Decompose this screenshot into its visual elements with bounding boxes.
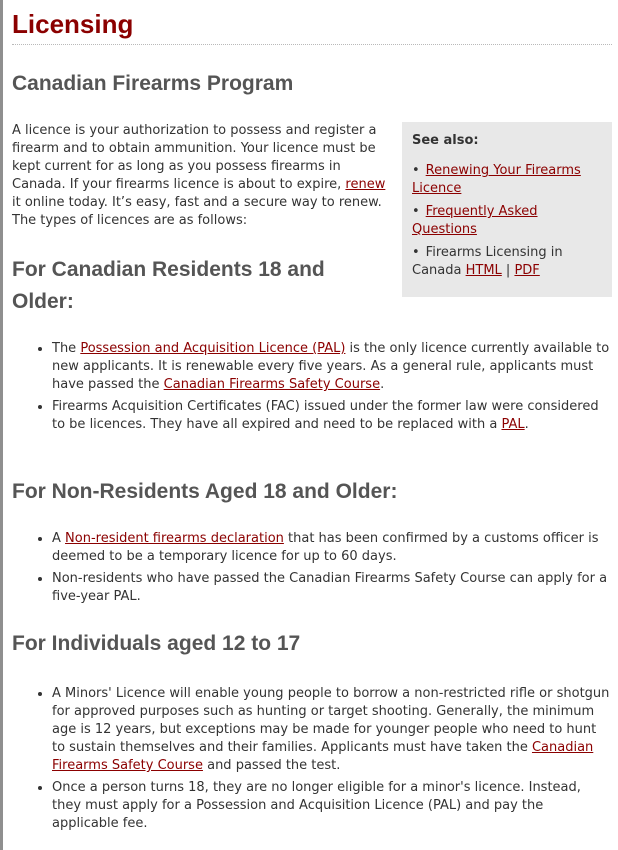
- item-text: .: [380, 377, 385, 392]
- renew-link[interactable]: renew: [345, 177, 386, 192]
- non-resident-declaration-link[interactable]: Non-resident firearms declaration: [65, 531, 284, 546]
- bullet-icon: •: [412, 204, 420, 219]
- see-also-item: [412, 203, 602, 239]
- pdf-link[interactable]: PDF: [514, 263, 540, 278]
- intro-text-1: A licence is your authorization to possess and register a firearm and to obtain ammunition. Your licence must be kept current for as long as you possess firearms in Canada. If your firearms licence is about to expire,: [12, 123, 377, 192]
- non-residents-heading: For Non-Residents Aged 18 and Older:: [12, 480, 398, 503]
- list-item: [52, 398, 612, 434]
- intro-paragraph: [12, 122, 394, 230]
- item-text: A Minors' Licence will enable young people to borrow a non-restricted rifle or shotgun for approved purposes such as hunting or target shooting. Generally, the minimum age is 12 years, but exceptions may be made for younger people who need to hunt to sustain themselves and their families. Applicants must have taken the: [52, 686, 610, 755]
- item-text: The: [52, 341, 81, 356]
- see-also-list: [412, 162, 602, 280]
- see-also-item: [412, 244, 602, 280]
- safety-course-link[interactable]: Canadian Firearms Safety Course: [52, 740, 594, 773]
- minors-list: [12, 685, 612, 837]
- item-text: A: [52, 531, 66, 546]
- list-item: [52, 685, 612, 775]
- link-separator: |: [501, 263, 515, 278]
- list-item: • Once a person turns 18, they are no longer eligible for a minor's licence. Instead, they must apply for a Possession and Acquisition Licence (PAL) and pay the applicable fee.: [52, 779, 612, 833]
- bullet-icon: •: [412, 245, 420, 260]
- see-also-item: [412, 162, 602, 198]
- minors-heading: For Individuals aged 12 to 17: [12, 632, 301, 655]
- pal-link[interactable]: Possession and Acquisition Licence (PAL): [80, 341, 346, 356]
- title-divider: [12, 44, 612, 45]
- list-item: • Non-residents who have passed the Canadian Firearms Safety Course can apply for a five-year PAL.: [52, 570, 612, 606]
- page-title: Licensing: [12, 9, 134, 39]
- item-text: is the only licence currently available to new applicants. It is renewable every five years. As a general rule, applicants must have passed the: [52, 341, 610, 392]
- renewing-licence-link[interactable]: Renewing Your Firearms Licence: [412, 163, 581, 196]
- see-also-box: [402, 122, 612, 297]
- non-residents-list: [12, 530, 612, 610]
- pal-short-link[interactable]: PAL: [501, 417, 525, 432]
- left-border: [0, 0, 3, 850]
- licensing-in-canada-text: Firearms Licensing in Canada: [412, 245, 563, 278]
- safety-course-link[interactable]: Canadian Firearms Safety Course: [163, 377, 381, 392]
- item-text: that has been confirmed by a customs officer is deemed to be a temporary licence for up to 60 days.: [52, 531, 599, 564]
- see-also-title: See also:: [412, 133, 479, 148]
- item-text: .: [524, 417, 529, 432]
- item-text: and passed the test.: [202, 758, 341, 773]
- list-item: [52, 340, 612, 394]
- intro-text-2: it online today. It’s easy, fast and a secure way to renew. The types of licences are as follows:: [12, 195, 382, 228]
- faq-link[interactable]: Frequently Asked Questions: [412, 204, 538, 237]
- residents-heading: For Canadian Residents 18 and Older:: [12, 258, 325, 313]
- html-link[interactable]: HTML: [465, 263, 502, 278]
- list-item: [52, 530, 612, 566]
- residents-list: [12, 340, 612, 438]
- program-heading: Canadian Firearms Program: [12, 72, 294, 95]
- item-text: Firearms Acquisition Certificates (FAC) issued under the former law were considered to be licences. They have all expired and need to be replaced with a: [52, 399, 599, 432]
- bullet-icon: •: [412, 163, 420, 178]
